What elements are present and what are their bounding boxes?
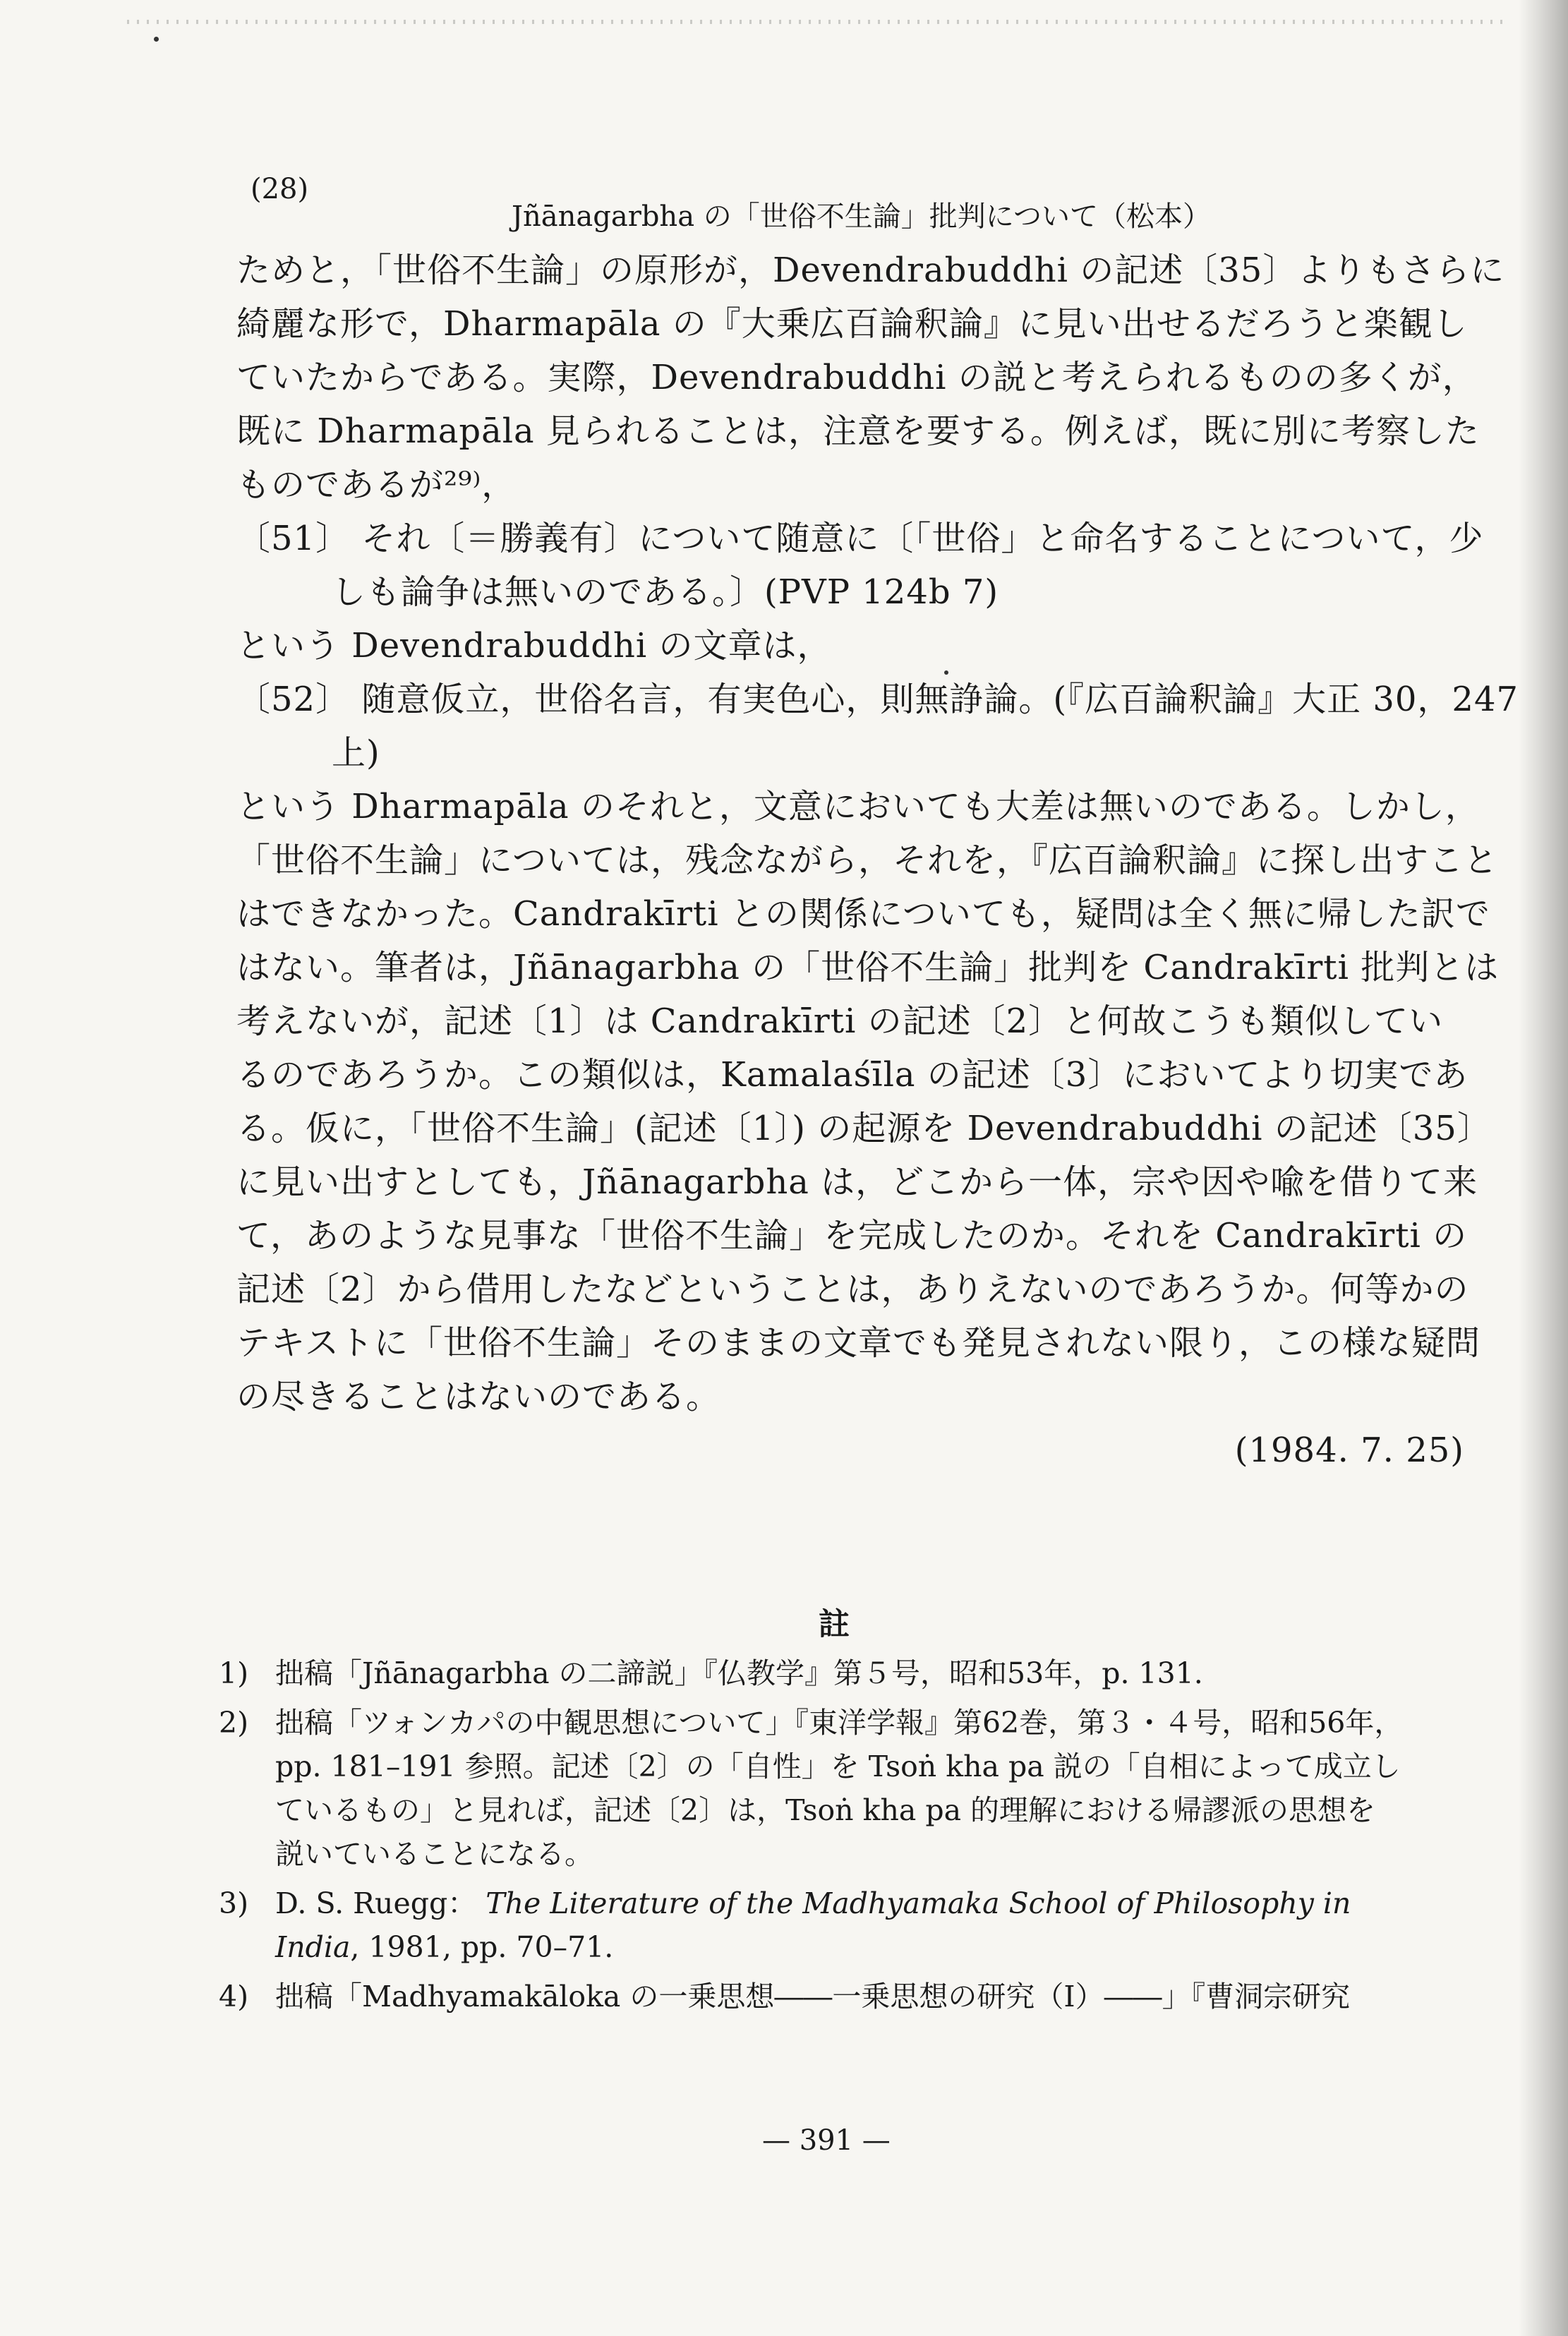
- main-text: [236, 243, 1519, 1477]
- text-line: という Devendrabuddhi の文章は，: [236, 626, 832, 666]
- notes-heading: 註: [819, 1606, 850, 1642]
- text-line: 記述〔2〕から借用したなどということは，ありえないのであろうか。何等かの: [236, 1270, 1469, 1309]
- scan-artifact-top: [127, 20, 1503, 24]
- text-line: に見い出すとしても，Jñānagarbha は，どこから一体，宗や因や喩を借りて来: [236, 1162, 1478, 1202]
- header-title: Jñānagarbha の「世俗不生論」批判について（松本）: [512, 200, 1211, 233]
- text-line: ためと，「世俗不生論」の原形が，Devendrabuddhi の記述〔35〕よりもさらに: [236, 251, 1505, 290]
- text-line: 「世俗不生論」については，残念ながら，それを，『広百論釈論』に探し出すこと: [236, 841, 1499, 880]
- text-line: はない。筆者は，Jñānagarbha の「世俗不生論」批判を Candrakīrti 批判とは: [236, 948, 1500, 987]
- footnote-number: 4): [219, 1980, 249, 2013]
- footnote-line: 拙稿「Jñānagarbha の二諦説」『仏教学』第５号，昭和53年，p. 131.: [275, 1656, 1203, 1690]
- footnote-line: ているもの」と見れば，記述〔2〕は，Tsoṅ kha pa 的理解における帰謬派の思想を: [275, 1793, 1376, 1827]
- text-line: 既に Dharmapāla 見られることは，注意を要する。例えば，既に別に考察した: [236, 411, 1480, 451]
- scan-speck: [154, 37, 159, 42]
- footnote-4: [219, 1975, 1503, 2018]
- running-header: [251, 173, 1309, 233]
- text-line: はできなかった。Candrakīrti との関係についても，疑問は全く無に帰した訳で: [236, 894, 1490, 934]
- footnote-line: pp. 181–191 参照。記述〔2〕の「自性」を Tsoṅ kha pa 説の「自相によって成立し: [275, 1750, 1401, 1783]
- footnote-author: D. S. Ruegg：: [275, 1886, 477, 1920]
- footnote-citation: , 1981, pp. 70–71.: [350, 1930, 614, 1964]
- footnote-book-title-cont: India: [275, 1930, 351, 1964]
- text-line: ものであるが²⁹⁾，: [236, 465, 517, 505]
- quote-52-label: 〔52〕: [236, 680, 351, 719]
- text-line: テキストに「世俗不生論」そのままの文章でも発見されない限り，この様な疑問: [236, 1323, 1481, 1363]
- footnote-line: [275, 1882, 1503, 1925]
- footnote-line: 説いていることになる。: [275, 1837, 593, 1871]
- quote-52-text: 随意仮立，世俗名言，有実色心，則無諍論。(『広百論釈論』大正 30，247: [361, 680, 1519, 719]
- footnotes: [219, 1651, 1503, 2024]
- completion-date: (1984. 7. 25): [1234, 1431, 1464, 1470]
- footnote-3: [219, 1882, 1503, 1969]
- text-line: 考えないが，記述〔1〕は Candrakīrti の記述〔2〕と何故こうも類似してい: [236, 1001, 1444, 1041]
- header-page-label: (28): [251, 173, 309, 205]
- quote-52-line-2: 上): [332, 733, 380, 773]
- quote-51-line-1: [236, 512, 1507, 565]
- text-line: るのであろうか。この類似は，Kamalaśīla の記述〔3〕においてより切実であ: [236, 1055, 1469, 1095]
- text-line: ていたからである。実際，Devendrabuddhi の説と考えられるものの多くが，: [236, 358, 1477, 397]
- footnote-1: [219, 1651, 1503, 1695]
- text-line: て，あのような見事な「世俗不生論」を完成したのか。それを Candrakīrti の: [236, 1216, 1468, 1256]
- quote-51-line-2: しも論争は無いのである。〕(PVP 124b 7): [332, 572, 999, 612]
- quote-52-line-1: [236, 673, 1519, 726]
- footnote-2: [219, 1701, 1503, 1876]
- footnote-line: 拙稿「Madhyamakāloka の一乗思想――一乗思想の研究（Ⅰ）――」『曹洞宗研究: [275, 1980, 1351, 2013]
- scan-shadow-right-edge: [1519, 0, 1568, 2336]
- footnote-number: 2): [219, 1706, 249, 1740]
- text-line: 綺麗な形で，Dharmapāla の『大乗広百論釈論』に見い出せるだろうと楽観し: [236, 304, 1468, 344]
- quote-51-text: それ〔＝勝義有〕について随意に〔「世俗」と命名することについて，少: [361, 519, 1484, 558]
- footnote-book-title: The Literature of the Madhyamaka School of Philosophy in: [486, 1886, 1351, 1920]
- text-line: という Dharmapāla のそれと，文意においても大差は無いのである。しかし，: [236, 787, 1480, 826]
- footnote-line: 拙稿「ツォンカパの中観思想について」『東洋学報』第62巻，第３・４号，昭和56年，: [275, 1706, 1404, 1740]
- page-number: — 391 —: [762, 2124, 891, 2157]
- text-line: る。仮に，「世俗不生論」(記述〔1〕) の起源を Devendrabuddhi の記述〔35〕: [236, 1109, 1492, 1148]
- footnote-number: 1): [219, 1656, 249, 1690]
- footnote-line: [275, 1925, 1503, 1969]
- footnote-number: 3): [219, 1886, 249, 1920]
- text-line: の尽きることはないのである。: [236, 1377, 721, 1416]
- quote-51-label: 〔51〕: [236, 519, 351, 558]
